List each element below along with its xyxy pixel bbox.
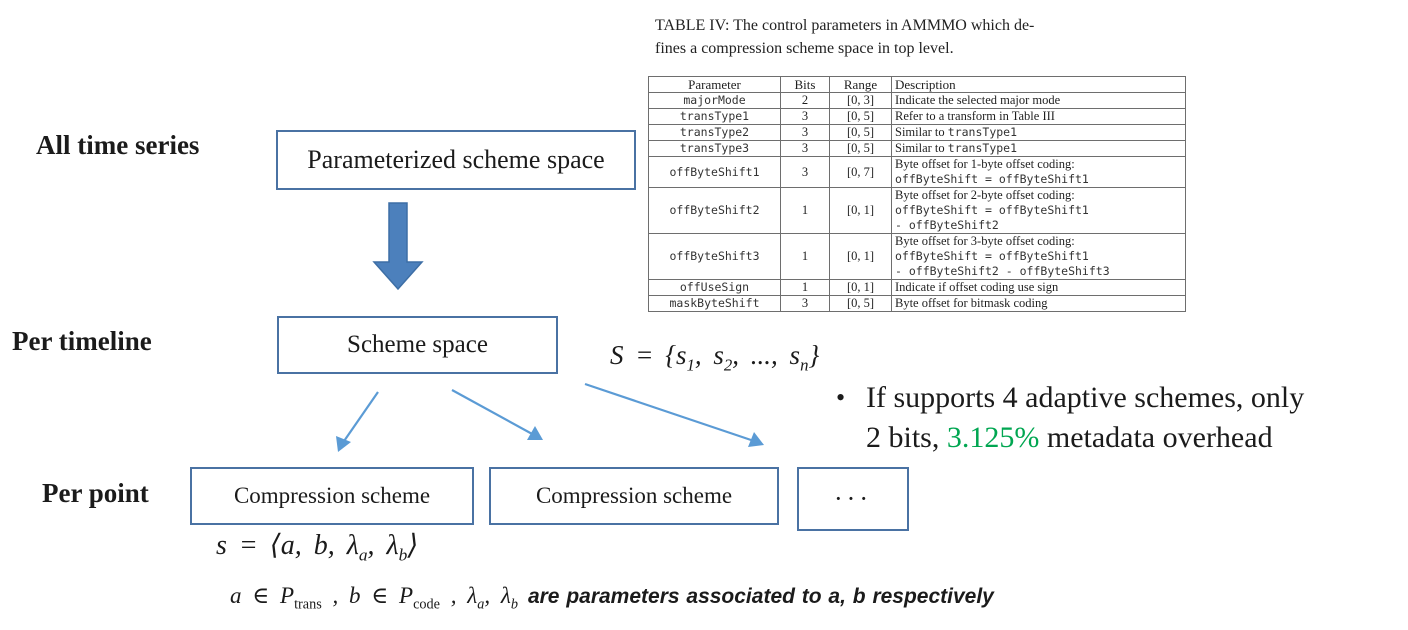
header-description: Description [892,77,1186,93]
table-row [649,188,1186,234]
header-bits: Bits [781,77,830,93]
bullet-line-1: If supports 4 adaptive schemes, only [866,381,1305,414]
cell-range: [0, 1] [830,188,892,234]
table-header-row [649,77,1186,93]
box-parameterized-scheme-space [276,130,636,190]
bullet-highlight-percentage: 3.125% [946,421,1040,454]
desc-code: - offByteShift2 - offByteShift3 [895,264,1110,278]
cell-bits: 1 [781,188,830,234]
bullet-text [866,378,1304,458]
desc-code: - offByteShift2 [895,218,999,232]
arrow-to-ellipsis-box-head [748,432,764,447]
cell-description [892,125,1186,141]
cell-range: [0, 5] [830,109,892,125]
cell-range: [0, 5] [830,296,892,312]
formula-membership [230,583,994,614]
table-caption [655,14,1167,60]
cell-description [892,157,1186,188]
cell-bits: 3 [781,296,830,312]
cell-range: [0, 7] [830,157,892,188]
arrow-to-compression-1 [342,392,378,444]
header-parameter: Parameter [649,77,781,93]
formula-set-sub: n [800,355,809,375]
label-per-timeline: Per timeline [12,326,152,356]
cell-bits: 3 [781,157,830,188]
box-compression-scheme-2 [489,467,779,525]
parameters-table [648,76,1186,312]
table-row [649,280,1186,296]
box-ellipsis [797,467,909,531]
formula-membership-sub: b [510,596,518,613]
cell-range: [0, 1] [830,234,892,280]
formula-membership-part: a ∈ P [230,583,295,608]
desc-text: Byte offset for 3-byte offset coding: [895,234,1075,248]
membership-note: are parameters associated to a, b respectively [527,585,994,608]
arrow-to-compression-2 [452,390,534,435]
desc-code: offByteShift = offByteShift1 [895,203,1089,217]
cell-bits: 3 [781,125,830,141]
table-caption-line-2: fines a compression scheme space in top level. [655,40,954,57]
table-caption-line-1: TABLE IV: The control parameters in AMMMO which de- [655,17,1035,34]
formula-set-part: , s [694,340,724,370]
cell-description [892,141,1186,157]
arrow-to-compression-2-head [527,426,543,440]
formula-tuple-part: , λ [367,530,399,561]
down-block-arrow [374,203,422,289]
box-compression-scheme-1 [190,467,474,525]
cell-parameter: transType1 [649,109,781,125]
cell-bits: 2 [781,93,830,109]
formula-set-part: , ..., s [732,340,801,370]
cell-description: Byte offset for bitmask coding [892,296,1186,312]
cell-description [892,188,1186,234]
box-scheme-space [277,316,558,374]
desc-text: Byte offset for 1-byte offset coding: [895,157,1075,171]
box-compression-1-label: Compression scheme [233,483,431,508]
table-row [649,93,1186,109]
formula-tuple-sub: b [398,545,408,565]
formula-membership-sub: code [413,596,441,613]
desc-text: Byte offset for 2-byte offset coding: [895,188,1075,202]
arrow-to-compression-1-head [336,436,351,452]
box-compression-2-label: Compression scheme [535,483,733,508]
formula-set-sub: 2 [723,355,733,375]
formula-set-sub: 1 [686,355,695,375]
formula-membership-part: , λ [484,583,511,608]
cell-bits: 3 [781,141,830,157]
cell-bits: 3 [781,109,830,125]
cell-parameter: offByteShift3 [649,234,781,280]
formula-membership-part: , λ [440,583,478,608]
cell-parameter: transType3 [649,141,781,157]
bullet-line-2 [866,418,1304,458]
formula-set-part: S = {s [610,340,687,370]
cell-bits: 1 [781,280,830,296]
formula-tuple-sub: a [358,545,368,565]
desc-text: Similar to [895,125,948,139]
arrow-to-ellipsis-box [585,384,754,441]
cell-parameter: majorMode [649,93,781,109]
header-range: Range [830,77,892,93]
cell-range: [0, 5] [830,125,892,141]
table-row [649,296,1186,312]
table-row [649,141,1186,157]
bullet-marker: • [836,383,846,412]
label-all-time-series: All time series [36,130,200,160]
cell-description [892,234,1186,280]
formula-scheme-set [610,340,819,375]
bullet-point [836,378,1408,458]
formula-membership-sub: trans [294,596,322,613]
table-row [649,109,1186,125]
cell-description: Indicate the selected major mode [892,93,1186,109]
formula-tuple-part: ⟩ [407,530,419,561]
formula-set-part: } [808,340,820,370]
desc-code: transType1 [947,125,1018,139]
desc-code: transType1 [947,141,1018,155]
desc-code: offByteShift = offByteShift1 [895,249,1089,263]
desc-code: offByteShift = offByteShift1 [895,172,1089,186]
cell-range: [0, 1] [830,280,892,296]
formula-scheme-tuple [216,528,418,566]
cell-range: [0, 3] [830,93,892,109]
cell-parameter: transType2 [649,125,781,141]
box-parameterized-label: Parameterized scheme space [307,145,605,174]
box-ellipsis-label: ··· [834,484,872,513]
cell-parameter: maskByteShift [649,296,781,312]
cell-bits: 1 [781,234,830,280]
cell-parameter: offByteShift2 [649,188,781,234]
cell-description: Refer to a transform in Table III [892,109,1186,125]
table-row [649,234,1186,280]
desc-text: Similar to [895,141,948,155]
bullet-line-2-pre: 2 bits, [866,421,947,454]
bullet-line-2-post: metadata overhead [1039,421,1273,454]
cell-description: Indicate if offset coding use sign [892,280,1186,296]
formula-tuple-part: s = ⟨a, b, λ [216,530,359,561]
cell-range: [0, 5] [830,141,892,157]
cell-parameter: offByteShift1 [649,157,781,188]
box-scheme-space-label: Scheme space [347,331,488,358]
table-row [649,125,1186,141]
table-row [649,157,1186,188]
formula-membership-sub: a [477,596,485,613]
label-per-point: Per point [42,478,149,508]
formula-membership-part: , b ∈ P [321,583,414,608]
cell-parameter: offUseSign [649,280,781,296]
